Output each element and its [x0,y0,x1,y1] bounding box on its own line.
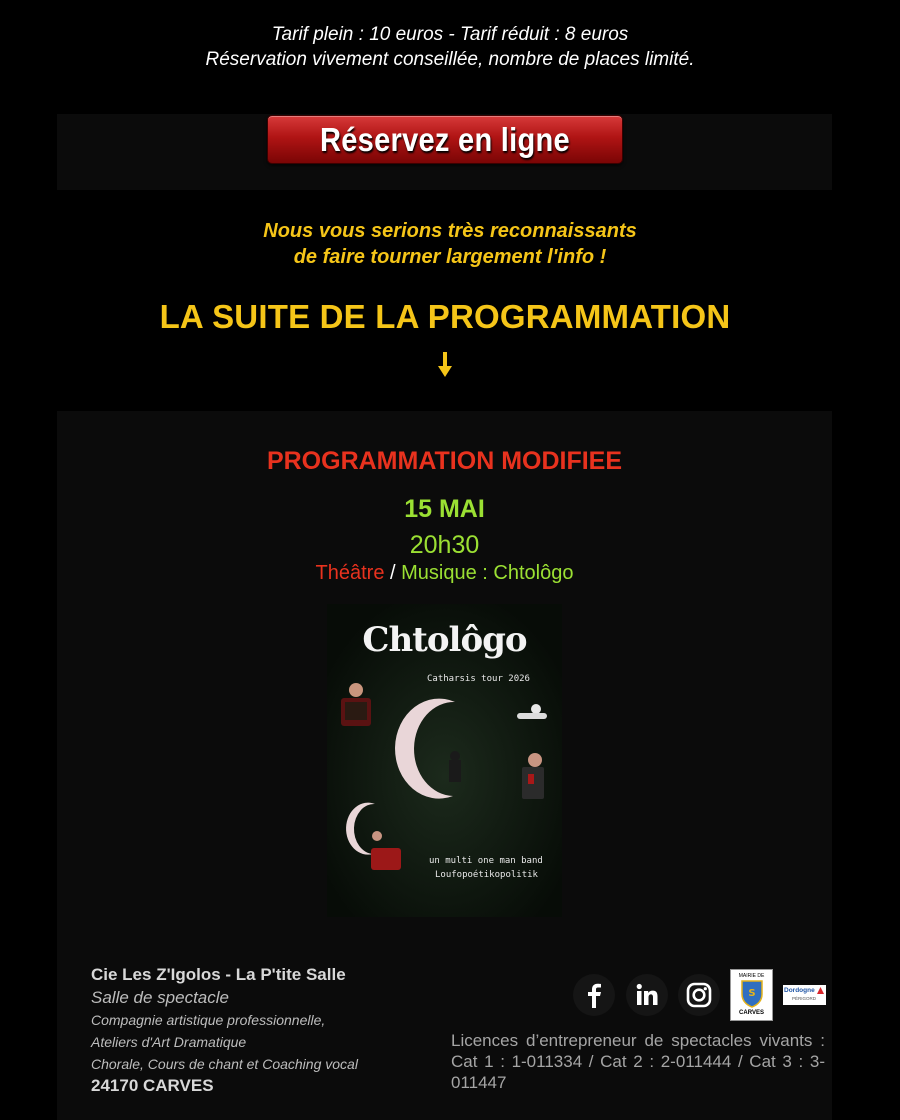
poster-title: Chtolôgo [362,620,527,660]
poster-subtitle: Catharsis tour 2026 [427,674,530,684]
share-message [0,218,900,270]
event-time: 20h30 [409,531,480,559]
arrow-down-icon [437,352,453,378]
section-title: LA SUITE DE LA PROGRAMMATION [159,298,731,335]
programme-status: PROGRAMMATION MODIFIEE [266,447,623,475]
reservation-note: Réservation vivement conseillée, nombre de places limité. [205,49,695,70]
programme-panel [57,411,832,1120]
facebook-glyph [583,982,605,1008]
poster-tagline-2: Loufopoétikopolitik [435,870,538,880]
mairie-name: CARVES [739,1010,764,1016]
instagram-icon[interactable] [678,974,720,1016]
org-name: Cie Les Z'Igolos - La P'tite Salle [91,965,346,984]
share-line-2: de faire tourner largement l'info ! [293,246,607,268]
dordogne-mark-icon [816,986,825,995]
licence-text: Licences d’entrepreneur de spectacles vivants : Cat 1 : 1-011334 / Cat 2 : 2-011444 / Cat 3 : 3-011447 [451,1031,825,1092]
dordogne-label: Dordogne [784,987,815,994]
event-poster[interactable] [327,604,562,917]
genre-separator: / [384,562,402,584]
linkedin-glyph [635,983,659,1007]
svg-text:S: S [748,988,756,999]
reserve-online-button[interactable] [267,115,623,164]
dordogne-perigord-logo[interactable] [783,985,826,1005]
pricing-line: Tarif plein : 10 euros - Tarif réduit : 8 euros [271,24,629,45]
facebook-icon[interactable] [573,974,615,1016]
linkedin-icon[interactable] [626,974,668,1016]
footer-contact [91,963,431,1097]
genre-music: Musique : Chtolôgo [401,562,574,584]
org-desc-2: Ateliers d'Art Dramatique [91,1034,247,1050]
mairie-carves-logo[interactable] [730,969,773,1021]
event-date: 15 MAI [404,495,485,523]
mairie-label: MAIRIE DE [738,973,765,979]
reserve-band [57,114,832,190]
coat-of-arms-icon [741,980,763,1008]
org-desc-1: Compagnie artistique professionnelle, [91,1012,326,1028]
reserve-button-label: Réservez en ligne [320,120,570,158]
poster-tagline-1: un multi one man band [429,856,543,866]
instagram-glyph [686,982,712,1008]
perigord-label: PÉRIGORD [792,996,817,1001]
org-city: 24170 CARVES [91,1076,214,1095]
share-line-1: Nous vous serions très reconnaissants [263,220,637,242]
org-type: Salle de spectacle [91,988,229,1007]
genre-theatre: Théâtre [315,562,385,584]
event-genre [57,562,832,585]
pricing-info [0,22,900,72]
org-desc-3: Chorale, Cours de chant et Coaching vocal [91,1056,358,1072]
